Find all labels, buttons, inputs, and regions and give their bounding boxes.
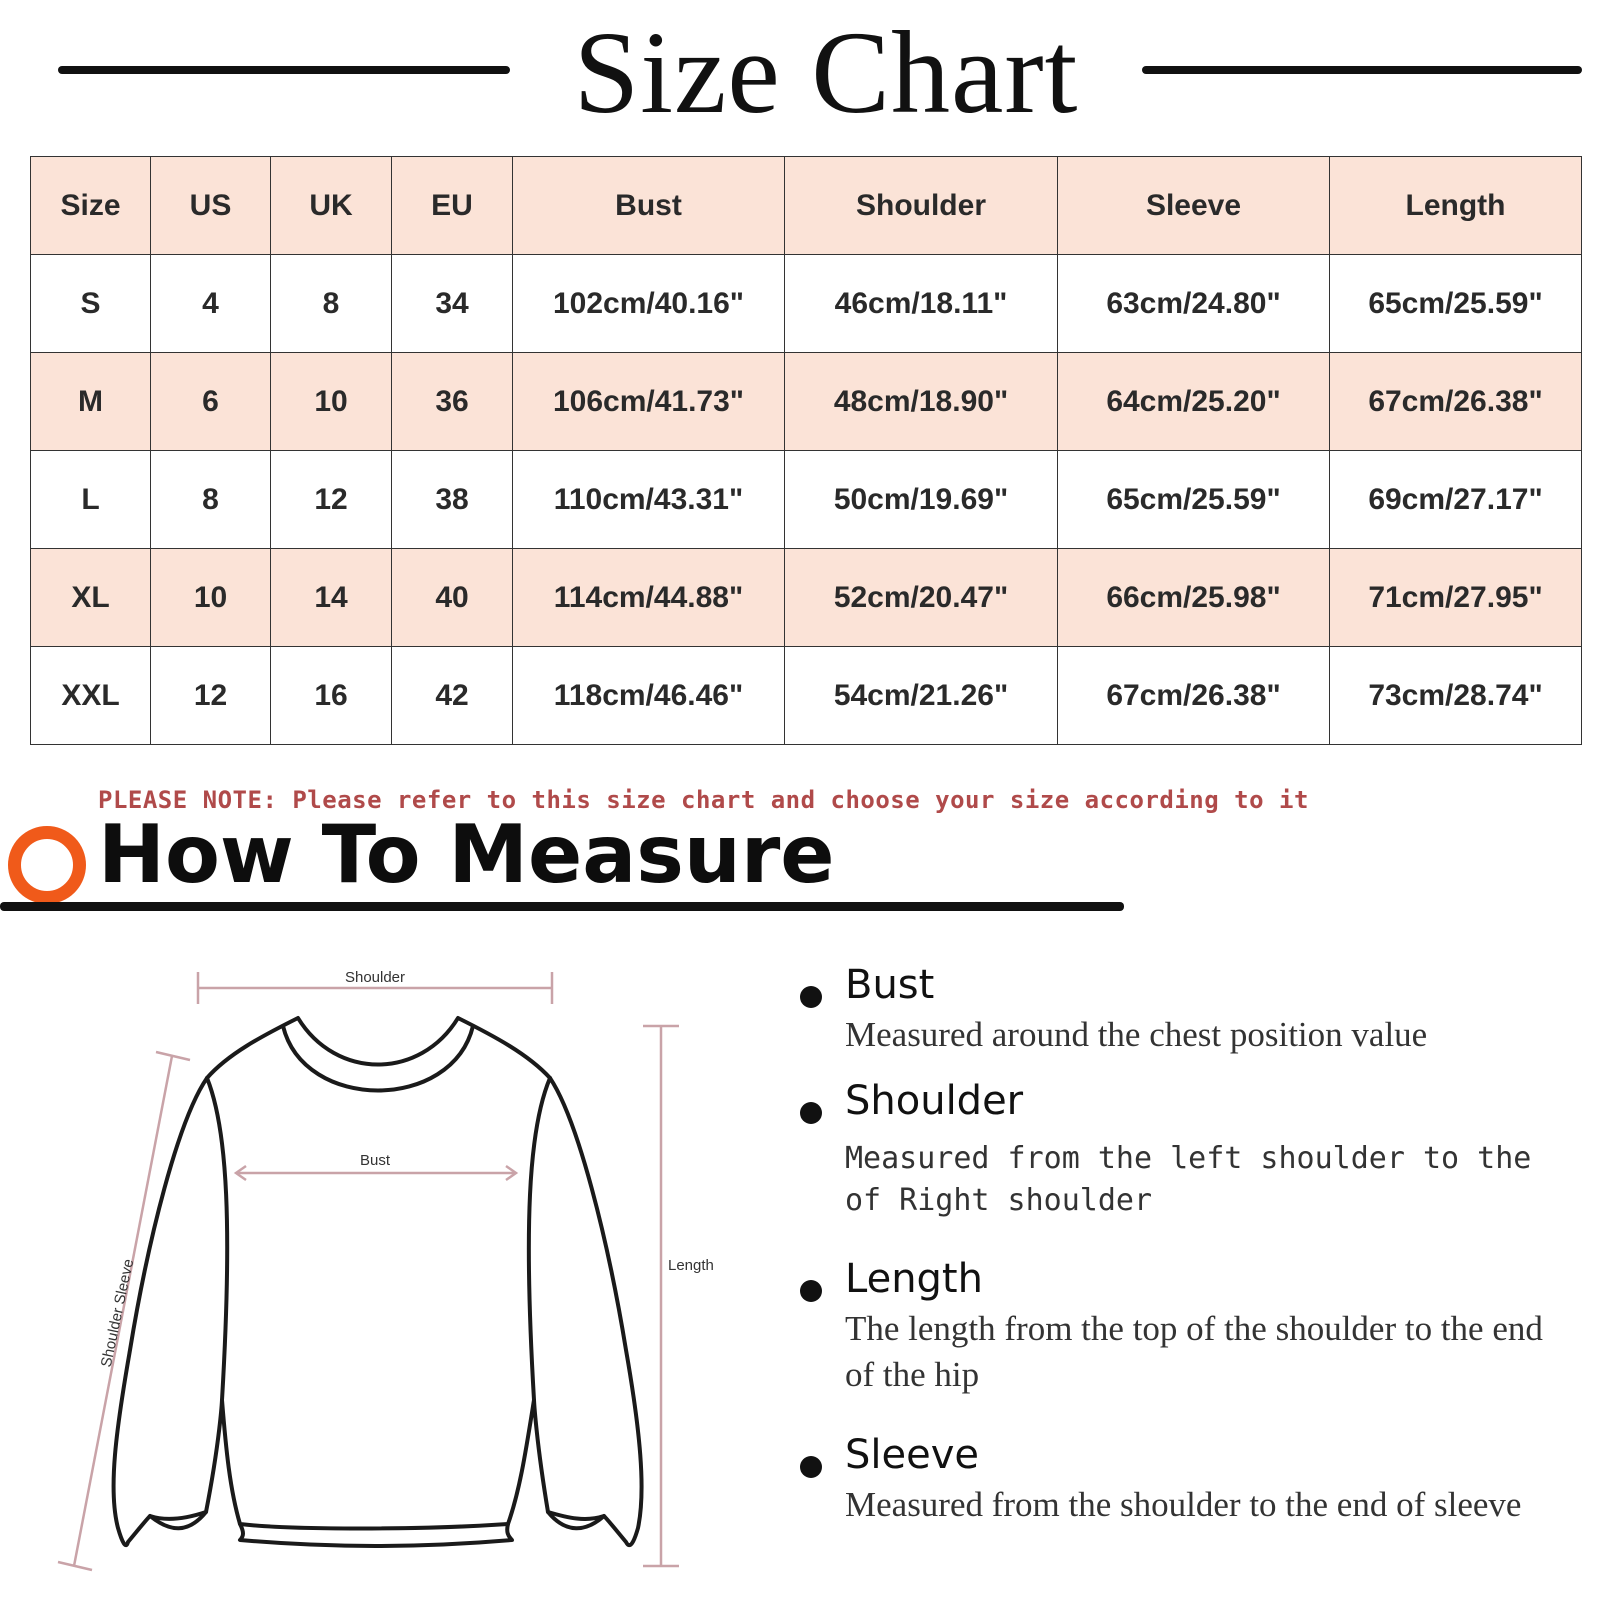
table-cell: 66cm/25.98" (1058, 549, 1330, 647)
table-cell: 14 (271, 549, 392, 647)
column-header: Size (31, 157, 151, 255)
table-cell: 71cm/27.95" (1330, 549, 1582, 647)
table-cell: 73cm/28.74" (1330, 647, 1582, 745)
table-cell: S (31, 255, 151, 353)
diagram-label-bust: Bust (359, 1152, 391, 1169)
table-cell: 114cm/44.88" (513, 549, 785, 647)
section-title: How To Measure (98, 808, 835, 901)
table-cell: XL (31, 549, 151, 647)
measure-description: Measured from the shoulder to the end of sleeve (845, 1485, 1522, 1524)
title-rule-right (1142, 66, 1582, 74)
table-cell: 54cm/21.26" (785, 647, 1058, 745)
table-cell: 67cm/26.38" (1058, 647, 1330, 745)
table-cell: 4 (151, 255, 271, 353)
bullet-icon (800, 986, 822, 1008)
column-header: Length (1330, 157, 1582, 255)
page-title: Size Chart (573, 7, 1079, 138)
table-cell: 106cm/41.73" (513, 353, 785, 451)
diagram-label-length: Length (668, 1257, 714, 1274)
size-note: PLEASE NOTE: Please refer to this size chart and choose your size according to it (98, 786, 1309, 814)
size-table (30, 156, 1582, 745)
table-cell: L (31, 451, 151, 549)
table-cell: 46cm/18.11" (785, 255, 1058, 353)
measure-guides (58, 972, 679, 1570)
column-header: Bust (513, 157, 785, 255)
sweater-outline (114, 1018, 642, 1546)
table-cell: 38 (392, 451, 513, 549)
table-cell: 65cm/25.59" (1058, 451, 1330, 549)
table-cell: XXL (31, 647, 151, 745)
table-row (31, 255, 1582, 353)
table-cell: 36 (392, 353, 513, 451)
table-row (31, 451, 1582, 549)
column-header: Shoulder (785, 157, 1058, 255)
sweater-illustration (0, 930, 760, 1600)
section-rule (0, 902, 1124, 911)
table-cell: 63cm/24.80" (1058, 255, 1330, 353)
bullet-icon (800, 1280, 822, 1302)
table-cell: 12 (151, 647, 271, 745)
column-header: US (151, 157, 271, 255)
ring-icon (8, 826, 86, 904)
measure-name: Bust (845, 962, 935, 1008)
table-cell: 6 (151, 353, 271, 451)
measure-description: The length from the top of the shoulder to the end of the hip (845, 1309, 1543, 1394)
table-cell: 40 (392, 549, 513, 647)
title-rule-left (58, 66, 510, 74)
table-cell: 10 (271, 353, 392, 451)
table-cell: 42 (392, 647, 513, 745)
column-header: EU (392, 157, 513, 255)
table-cell: 118cm/46.46" (513, 647, 785, 745)
table-cell: 102cm/40.16" (513, 255, 785, 353)
title-row (0, 0, 1600, 140)
table-row (31, 647, 1582, 745)
measure-name: Sleeve (845, 1432, 980, 1478)
table-cell: 34 (392, 255, 513, 353)
table-cell: 12 (271, 451, 392, 549)
column-header: UK (271, 157, 392, 255)
measure-name: Length (845, 1256, 983, 1302)
table-header-row (31, 157, 1582, 255)
measure-description: Measured around the chest position value (845, 1015, 1428, 1054)
table-cell: 8 (151, 451, 271, 549)
table-cell: 110cm/43.31" (513, 451, 785, 549)
table-cell: 48cm/18.90" (785, 353, 1058, 451)
table-cell: 8 (271, 255, 392, 353)
table-cell: 64cm/25.20" (1058, 353, 1330, 451)
diagram-label-shoulder: Shoulder (344, 969, 406, 986)
table-cell: 67cm/26.38" (1330, 353, 1582, 451)
table-row (31, 353, 1582, 451)
table-cell: 69cm/27.17" (1330, 451, 1582, 549)
bullet-icon (800, 1102, 822, 1124)
table-cell: 65cm/25.59" (1330, 255, 1582, 353)
table-cell: 16 (271, 647, 392, 745)
table-cell: 50cm/19.69" (785, 451, 1058, 549)
column-header: Sleeve (1058, 157, 1330, 255)
table-cell: 52cm/20.47" (785, 549, 1058, 647)
table-cell: M (31, 353, 151, 451)
measure-name: Shoulder (845, 1078, 1024, 1124)
sweater-diagram (0, 930, 760, 1600)
table-row (31, 549, 1582, 647)
measure-description: Measured from the left shoulder to the of Right shoulder (845, 1141, 1532, 1218)
bullet-icon (800, 1456, 822, 1478)
diagram-label-shoulder-sleeve: Shoulder Sleeve (97, 1257, 138, 1369)
table-cell: 10 (151, 549, 271, 647)
